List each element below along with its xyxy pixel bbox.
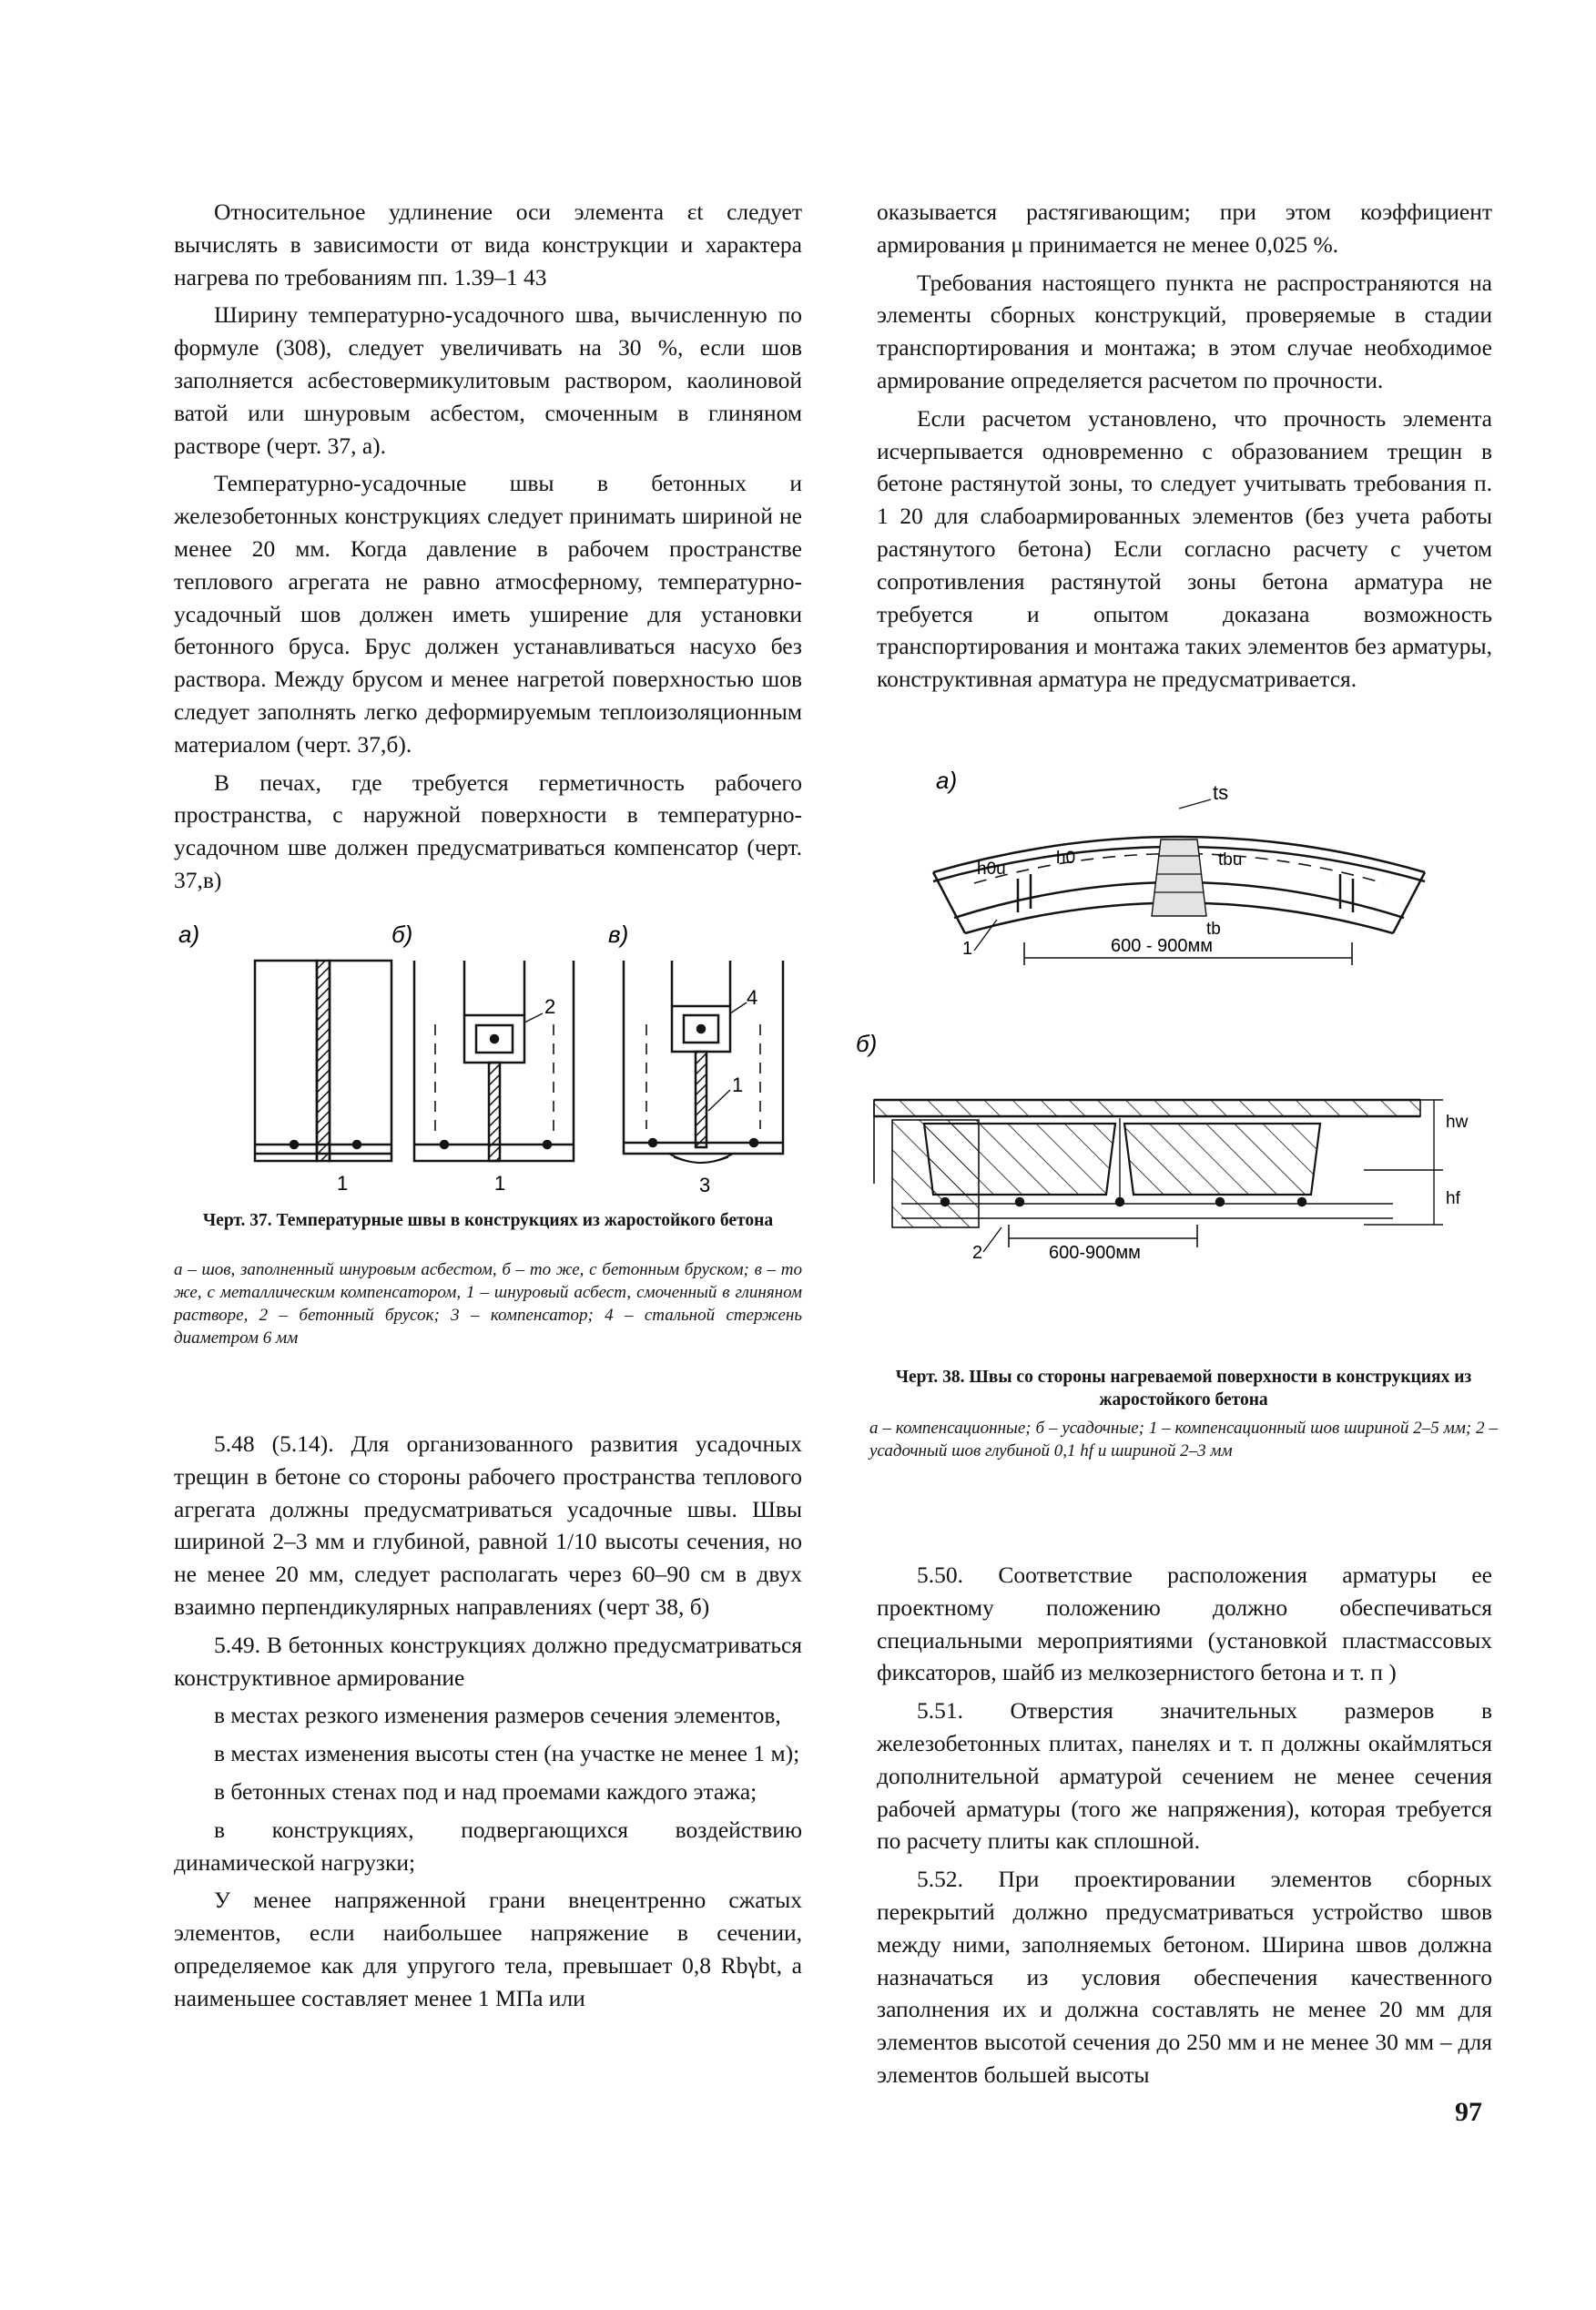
paragraph: 5.50. Соответствие расположения арматуры ее проектному положению должно обеспечиваться специальными мероприятиями (установкой пластмассовых фиксаторов, шайб из мелкозернистого бетона и т. п ) [877, 1562, 1492, 1686]
fig37-diagram-c [624, 961, 783, 1163]
fig38-ts: ts [1213, 781, 1229, 804]
fig37-num-3: 3 [699, 1174, 711, 1196]
paragraph: 5.49. В бетонных конструкциях должно предусматриваться конструктивное армирование [174, 1631, 802, 1691]
paragraph: Относительное удлинение оси элемента εt следует вычислять в зависимости от вида конструкции и характера нагрева по требованиям пп. 1.39–1 43 [174, 198, 802, 290]
fig38-dim-b: 600-900мм [1049, 1243, 1141, 1263]
fig37-caption [174, 1209, 802, 1232]
fig38-hw: hw [1446, 1113, 1469, 1132]
paragraph: В печах, где требуется герметичность рабочего пространства, с наружной поверхности в температурно-усадочном шве должен предусматриваться компенсатор (черт. 37,в) [174, 768, 802, 893]
fig37-label-b: б) [391, 921, 413, 948]
fig37-label-a: а) [178, 921, 200, 948]
right-column-top [877, 196, 1492, 701]
paragraph: Если расчетом установлено, что прочность элемента исчерпывается одновременно с образованием трещин в бетоне растянутой зоны, то следует учитывать требования п. 1 20 для слабоармированных элементов (без учета работы растянутого бетона) Если согласно расчету с учетом сопротивления растянутой зоны бетона арматура не требуется и опытом доказана возможность транспортирования и монтажа таких элементов без арматуры, конструктивная арматура не предусматривается. [877, 404, 1492, 693]
fig37-caption-title: Черт. 37. Температурные швы в конструкциях из жаростойкого бетона [202, 1211, 774, 1230]
paragraph: оказывается растягивающим; при этом коэффициент армирования μ принимается не менее 0,025 %. [877, 198, 1492, 258]
paragraph: У менее напряженной грани внецентренно сжатых элементов, если наибольшее напряжение в сечении, определяемое как для упругого тела, превышает 0,8 Rbγbt, а наименьшее составляет менее 1 МПа или [174, 1887, 802, 2011]
paragraph: 5.51. Отверстия значительных размеров в железобетонных плитах, панелях и т. п должны окаймляться дополнительной арматурой сечением не менее сечения рабочей арматуры (того же напряжения), которая требуется по расчету плиты как сплошной. [877, 1697, 1492, 1855]
fig38-dim-a: 600 - 900мм [1111, 936, 1214, 956]
fig38-num-2: 2 [972, 1243, 983, 1263]
list-item: в местах изменения высоты стен (на участке не менее 1 м); [214, 1740, 800, 1767]
paragraph: 5.48 (5.14). Для организованного развития усадочных трещин в бетоне со стороны рабочего пространства теплового агрегата должны предусматриваться усадочные швы. Швы шириной 2–3 мм и глубиной, равной 1/10 высоты сечения, но не менее 20 мм, следует располагать через 60–90 см в двух взаимно перпендикулярных направлениях (черт 38, б) [174, 1430, 802, 1620]
list-item: в конструкциях, подвергающихся воздействию динамической нагрузки; [174, 1816, 802, 1876]
page-number: 97 [1455, 2097, 1482, 2127]
fig37-label-c: в) [608, 921, 629, 948]
fig37-num-4: 4 [747, 986, 758, 1009]
fig37-diagram-b [414, 961, 574, 1161]
right-column-bottom [877, 1559, 1492, 2097]
paragraph: Температурно-усадочные швы в бетонных и железобетонных конструкциях следует принимать шириной не менее 20 мм. Когда давление в рабочем пространстве теплового агрегата не равно атмосферному, температурно-усадочный шов должен иметь уширение для установки бетонного бруса. Брус должен устанавливаться насухо без раствора. Между брусом и менее нагретой поверхностью шов следует заполнять легко деформируемым теплоизоляционным материалом (черт. 37,б). [174, 470, 802, 758]
fig37-diagram-a [255, 961, 391, 1161]
fig37-legend: а – шов, заполненный шнуровым асбестом, б – то же, с бетонным бруском; в – то же, с металлическим компенсатором, 1 – шнуровый асбест, смоченный в глиняном растворе, 2 – бетонный брусок; 3 – компенсатор; 4 – стальной стержень диаметром 6 мм [174, 1260, 802, 1348]
left-column-bottom [174, 1428, 802, 2020]
fig37-num-1b: 1 [494, 1172, 506, 1195]
fig38-diagram-b [874, 1100, 1443, 1252]
fig38-hf: hf [1446, 1189, 1460, 1208]
fig38-legend: а – компенсационные; б – усадочные; 1 – компенсационный шов шириной 2–5 мм; 2 – усадочный шов глубиной 0,1 hf и шириной 2–3 мм [869, 1419, 1498, 1460]
fig37-num-2: 2 [544, 995, 556, 1018]
fig37-num-1c: 1 [732, 1074, 744, 1096]
fig38-tbu: tbu [1218, 850, 1243, 870]
fig38-h0u: h0u [977, 860, 1006, 879]
fig38-tb: tb [1206, 920, 1221, 939]
fig38-label-b: б) [856, 1030, 878, 1057]
fig38-label-a: а) [936, 767, 958, 794]
fig37-num-1: 1 [337, 1172, 349, 1195]
figure-37 [164, 915, 810, 1206]
fig38-caption-title: Черт. 38. Швы со стороны нагреваемой поверхности в конструкциях из жаростойкого бетона [895, 1368, 1472, 1409]
fig38-num-1: 1 [962, 939, 973, 959]
paragraph: Требования настоящего пункта не распространяются на элементы сборных конструкций, проверяемые в стадии транспортирования и монтажа; в этом случае необходимое армирование определяется расчетом по прочности. [877, 269, 1492, 393]
figure-38 [838, 756, 1502, 1320]
paragraph: Ширину температурно-усадочного шва, вычисленную по формуле (308), следует увеличивать на 30 %, если шов заполняется асбестовермикулитовым раствором, каолиновой ватой или шнуровым асбестом, смоченным в глиняном растворе (черт. 37, а). [174, 301, 802, 459]
list-item: в местах резкого изменения размеров сечения элементов, [214, 1702, 781, 1729]
left-column-top [174, 196, 802, 902]
fig38-h0: h0 [1056, 849, 1076, 868]
paragraph: 5.52. При проектировании элементов сборных перекрытий должно предусматриваться устройство швов между ними, заполняемых бетоном. Ширина швов должна назначаться из условия обеспечения качественного заполнения их и должна составлять не менее 20 мм для элементов высотой сечения до 250 мм и не менее 30 мм – для элементов большей высоты [877, 1866, 1492, 2088]
fig38-caption [869, 1366, 1498, 1411]
list-item: в бетонных стенах под и над проемами каждого этажа; [214, 1777, 757, 1805]
